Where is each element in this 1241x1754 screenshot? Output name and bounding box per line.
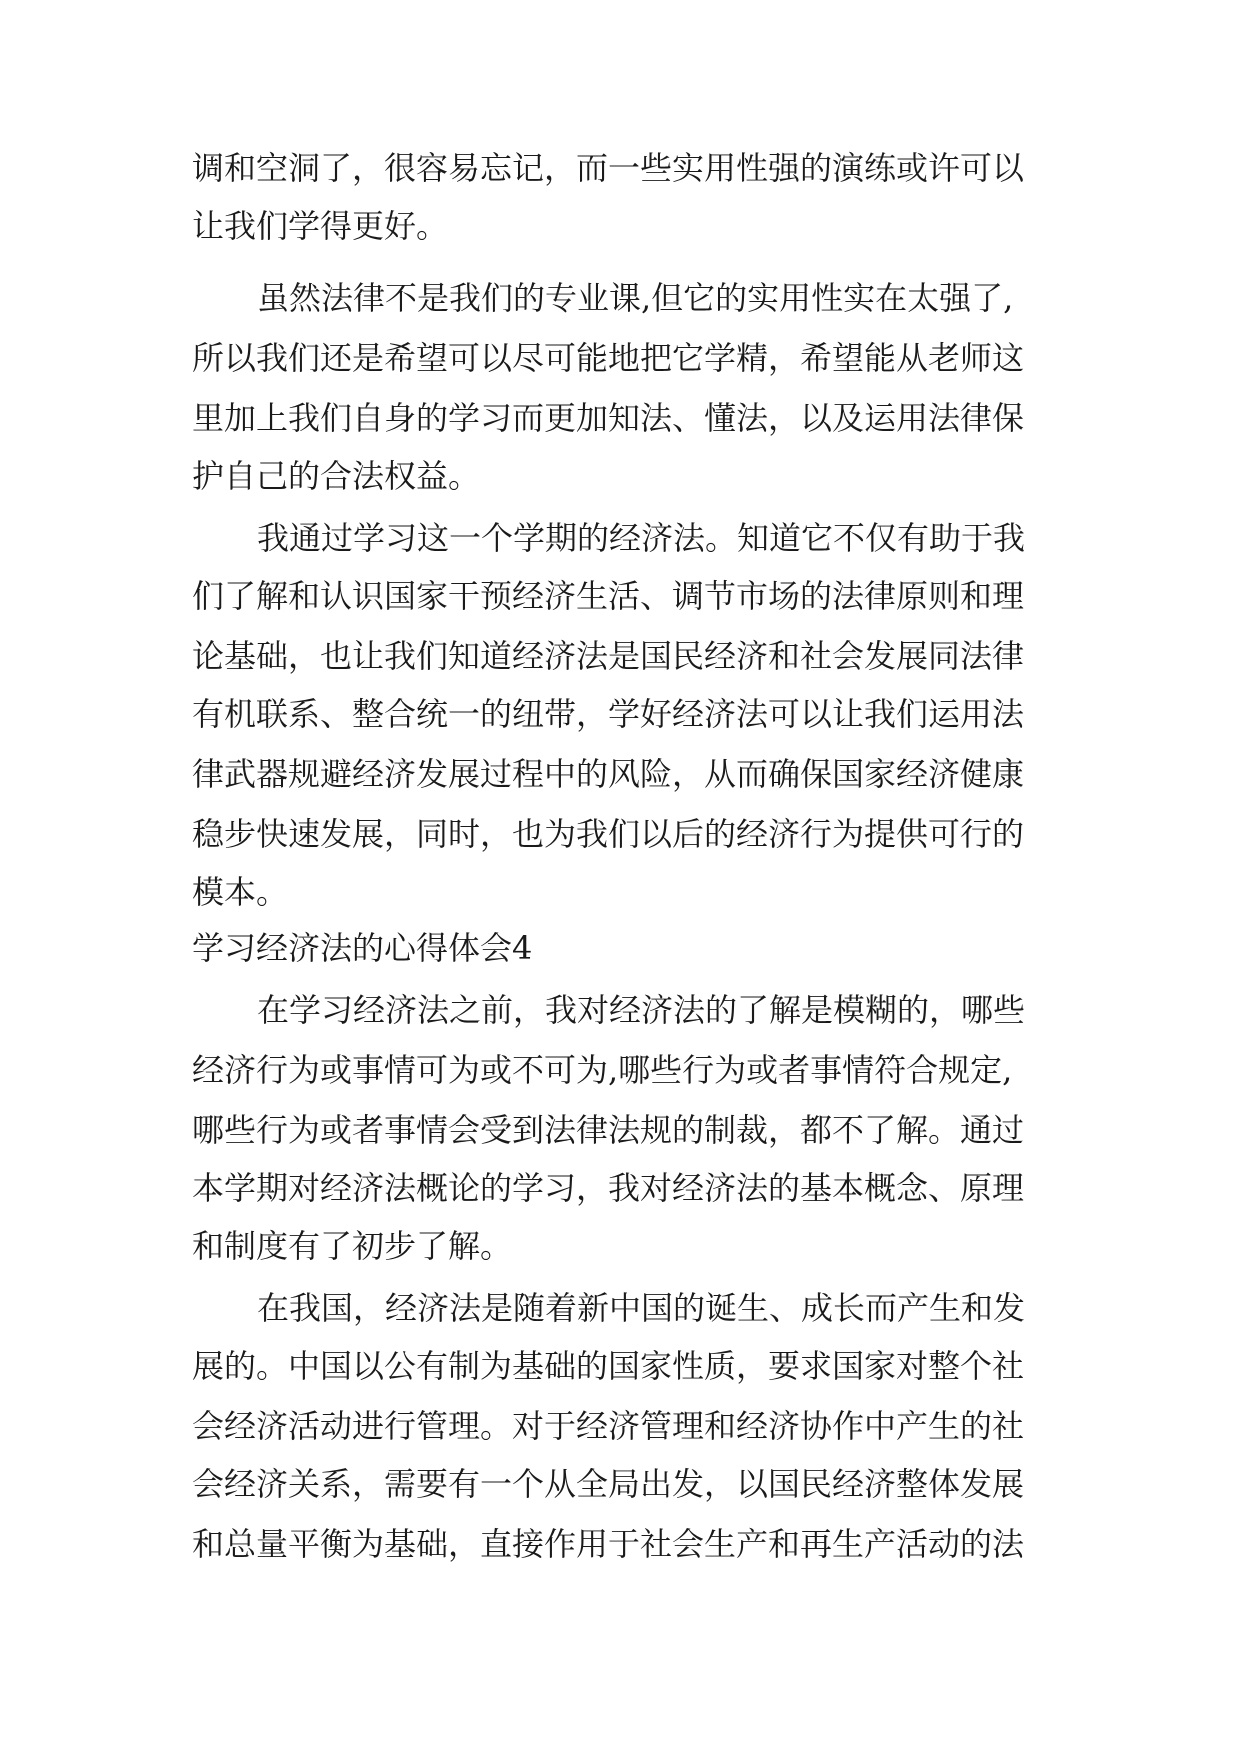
paragraph-line: 们了解和认识国家干预经济生活、调节市场的法律原则和理 — [192, 577, 1025, 615]
paragraph-line: 和制度有了初步了解。 — [192, 1227, 513, 1265]
paragraph-line: 里加上我们自身的学习而更加知法、懂法，以及运用法律保 — [192, 399, 1025, 437]
paragraph-line: 本学期对经济法概论的学习，我对经济法的基本概念、原理 — [192, 1169, 1025, 1207]
paragraph-line: 模本。 — [192, 873, 289, 911]
paragraph-line: 稳步快速发展，同时，也为我们以后的经济行为提供可行的 — [192, 815, 1025, 853]
paragraph-line: 有机联系、整合统一的纽带，学好经济法可以让我们运用法 — [192, 695, 1025, 733]
paragraph-line: 所以我们还是希望可以尽可能地把它学精，希望能从老师这 — [192, 339, 1025, 377]
paragraph-line: 律武器规避经济发展过程中的风险，从而确保国家经济健康 — [192, 755, 1025, 793]
paragraph-line: 哪些行为或者事情会受到法律法规的制裁，都不了解。通过 — [192, 1111, 1025, 1149]
paragraph-line: 在学习经济法之前，我对经济法的了解是模糊的，哪些 — [257, 991, 1026, 1029]
paragraph-line: 会经济关系，需要有一个从全局出发，以国民经济整体发展 — [192, 1465, 1025, 1503]
paragraph-line: 调和空洞了，很容易忘记，而一些实用性强的演练或许可以 — [192, 149, 1025, 187]
paragraph-line: 会经济活动进行管理。对于经济管理和经济协作中产生的社 — [192, 1407, 1025, 1445]
paragraph-line: 虽然法律不是我们的专业课,但它的实用性实在太强了, — [257, 279, 1014, 317]
paragraph-line: 和总量平衡为基础，直接作用于社会生产和再生产活动的法 — [192, 1525, 1025, 1563]
paragraph-line: 经济行为或事情可为或不可为,哪些行为或者事情符合规定, — [192, 1051, 1013, 1089]
paragraph-line: 让我们学得更好。 — [192, 207, 449, 245]
paragraph-line: 展的。中国以公有制为基础的国家性质，要求国家对整个社 — [192, 1347, 1025, 1385]
paragraph-line: 我通过学习这一个学期的经济法。知道它不仅有助于我 — [257, 519, 1026, 557]
paragraph-line: 护自己的合法权益。 — [192, 457, 481, 495]
paragraph-line: 论基础，也让我们知道经济法是国民经济和社会发展同法律 — [192, 637, 1025, 675]
section-heading: 学习经济法的心得体会4 — [192, 929, 533, 967]
paragraph-line: 在我国，经济法是随着新中国的诞生、成长而产生和发 — [257, 1289, 1026, 1327]
